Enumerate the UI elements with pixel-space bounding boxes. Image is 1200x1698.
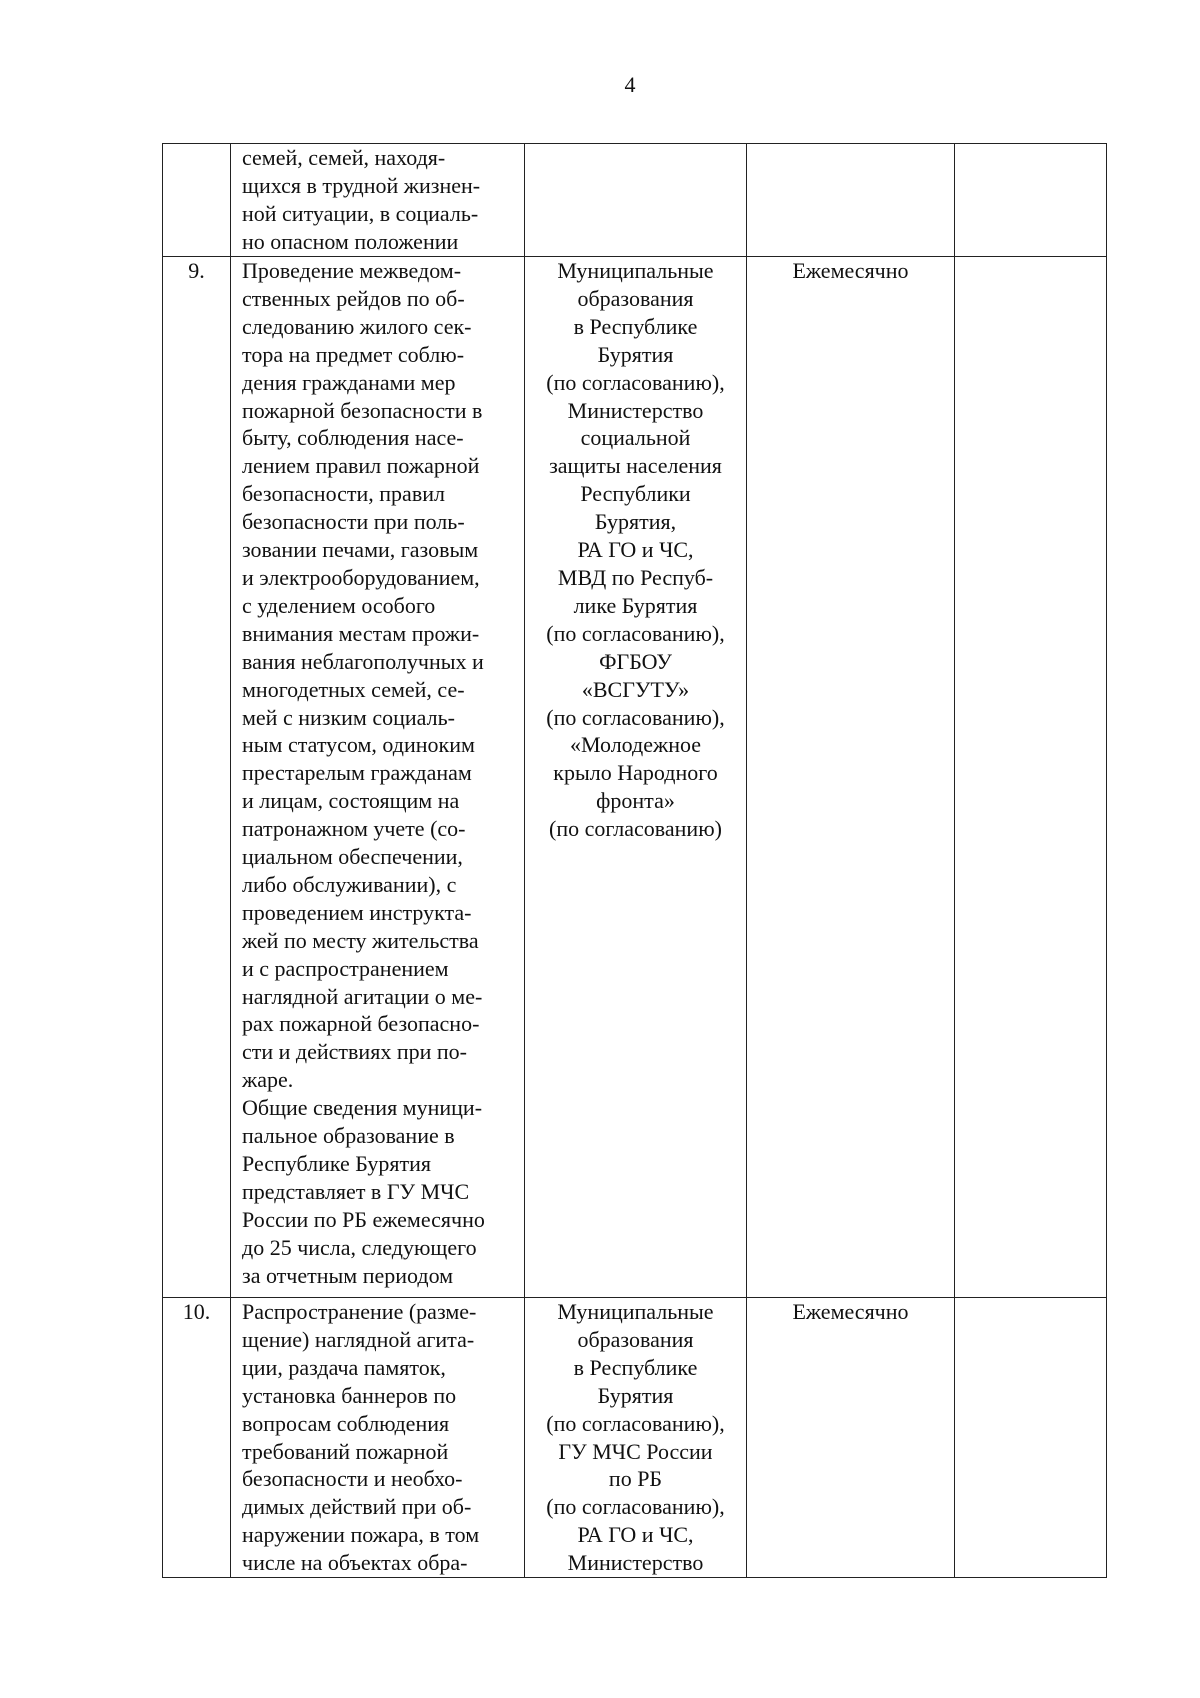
page-number: 4 (624, 72, 636, 97)
term-cell (747, 257, 955, 1298)
text-line: Бурятия (597, 1382, 674, 1408)
responsible-cell (525, 1298, 747, 1578)
table-row (163, 257, 1107, 1298)
text-line: с уделением особого (242, 592, 436, 618)
text-line: (по согласованию), (546, 369, 725, 395)
text-line: Проведение межведом- (242, 258, 462, 283)
text-line: рах пожарной безопасно- (242, 1011, 480, 1037)
text-line: ГУ МЧС России (558, 1438, 713, 1464)
text-line: Общие сведения муници- (242, 1095, 483, 1121)
text-line: Муниципальные (557, 1299, 714, 1324)
text-line: и лицам, состоящим на (242, 788, 460, 814)
description-cell (231, 144, 525, 257)
row-number-cell (163, 1298, 231, 1578)
text-line: фронта» (596, 788, 675, 814)
text-line: безопасности и необхо- (242, 1466, 463, 1492)
text-line: Министерство (567, 397, 704, 423)
text-line: образования (577, 1326, 694, 1352)
note-cell (955, 144, 1107, 257)
text-line: требований пожарной (242, 1438, 449, 1464)
text-line: Министерство (567, 1550, 704, 1576)
text-line: ным статусом, одиноким (242, 732, 475, 758)
text-line: патронажном учете (со- (242, 816, 466, 842)
text-line: РА ГО и ЧС, (577, 1522, 694, 1548)
text-line: представляет в ГУ МЧС (242, 1178, 470, 1204)
text-line: циальном обеспечении, (242, 844, 463, 870)
text-line: лением правил пожарной (242, 453, 480, 479)
text-line: (по согласованию) (549, 816, 722, 842)
text-line: «ВСГУТУ» (581, 676, 690, 702)
text-line: быту, соблюдения насе- (242, 425, 464, 451)
text-line: престарелым гражданам (242, 760, 472, 786)
term-cell (747, 1298, 955, 1578)
text-line: Республике Бурятия (242, 1151, 432, 1176)
text-line: крыло Народного (553, 760, 718, 786)
text-line: тора на предмет соблю- (242, 341, 465, 367)
text-line: социальной (580, 425, 691, 451)
text-line: Республики (580, 481, 691, 507)
text-line: Бурятия (597, 341, 674, 367)
text-line: (по согласованию), (546, 1494, 725, 1520)
text-line: сти и действиях при по- (242, 1039, 467, 1065)
text-line: Муниципальные (557, 258, 714, 283)
text-line: щение) наглядной агита- (242, 1326, 475, 1352)
text-line: ФГБОУ (599, 648, 672, 674)
table-row (163, 144, 1107, 257)
text-line: щихся в трудной жизнен- (242, 172, 481, 198)
text-line: защиты населения (549, 453, 722, 479)
text-line: установка баннеров по (242, 1382, 457, 1408)
text-line: но опасном положении (242, 228, 459, 254)
text-line: России по РБ ежемесячно (242, 1206, 485, 1232)
text-line: многодетных семей, се- (242, 676, 465, 702)
note-cell (955, 257, 1107, 1298)
text-line: РА ГО и ЧС, (577, 537, 694, 563)
text-line: (по согласованию), (546, 704, 725, 730)
table-row (163, 1298, 1107, 1578)
text-line: зовании печами, газовым (242, 537, 479, 563)
text-line: пальное образование в (242, 1123, 455, 1149)
text-line: пожарной безопасности в (242, 397, 483, 423)
text-line: мей с низким социаль- (242, 704, 455, 730)
text-line: наружении пожара, в том (242, 1522, 480, 1548)
text-line: Распространение (разме- (242, 1299, 477, 1324)
row-number: 10. (182, 1299, 211, 1324)
text-line: внимания местам прожи- (242, 620, 480, 646)
text-line: проведением инструкта- (242, 899, 472, 925)
text-line: димых действий при об- (242, 1494, 472, 1520)
description-cell (231, 257, 525, 1298)
responsible-cell (525, 144, 747, 257)
text-line: дения гражданами мер (242, 369, 456, 395)
text-line: до 25 числа, следующего (242, 1234, 477, 1260)
text-line: в Республике (573, 313, 698, 339)
text-line: безопасности при поль- (242, 509, 465, 535)
text-line: безопасности, правил (242, 481, 445, 507)
text-line: по РБ (608, 1466, 663, 1492)
measures-table (162, 143, 1107, 1578)
text-line: (по согласованию), (546, 620, 725, 646)
text-line: ной ситуации, в социаль- (242, 200, 479, 226)
text-line: наглядной агитации о ме- (242, 983, 483, 1009)
row-number: 9. (188, 258, 205, 283)
text-line: образования (577, 285, 694, 311)
text-line: за отчетным периодом (242, 1262, 454, 1288)
row-number-cell (163, 144, 231, 257)
text-line: в Республике (573, 1354, 698, 1380)
text-line: семей, семей, находя- (242, 145, 446, 170)
text-line: лике Бурятия (573, 592, 698, 618)
text-line: (по согласованию), (546, 1410, 725, 1436)
term-cell (747, 144, 955, 257)
text-line: и с распространением (242, 955, 449, 981)
description-cell (231, 1298, 525, 1578)
text-line: жаре. (242, 1067, 294, 1093)
text-line: Бурятия, (594, 509, 677, 535)
text-line: жей по месту жительства (242, 927, 479, 953)
text-line: ции, раздача памяток, (242, 1354, 446, 1380)
text-line: «Молодежное (569, 732, 702, 758)
text-line: числе на объектах обра- (242, 1550, 468, 1576)
term-text: Ежемесячно (792, 1299, 909, 1324)
text-line: следованию жилого сек- (242, 313, 472, 339)
text-line: и электрооборудованием, (242, 564, 480, 590)
text-line: ственных рейдов по об- (242, 285, 465, 311)
text-line: МВД по Респуб- (557, 564, 714, 590)
responsible-cell (525, 257, 747, 1298)
row-number-cell (163, 257, 231, 1298)
text-line: либо обслуживании), с (242, 871, 457, 897)
note-cell (955, 1298, 1107, 1578)
text-line: вания неблагополучных и (242, 648, 484, 674)
term-text: Ежемесячно (792, 258, 909, 283)
text-line: вопросам соблюдения (242, 1410, 450, 1436)
